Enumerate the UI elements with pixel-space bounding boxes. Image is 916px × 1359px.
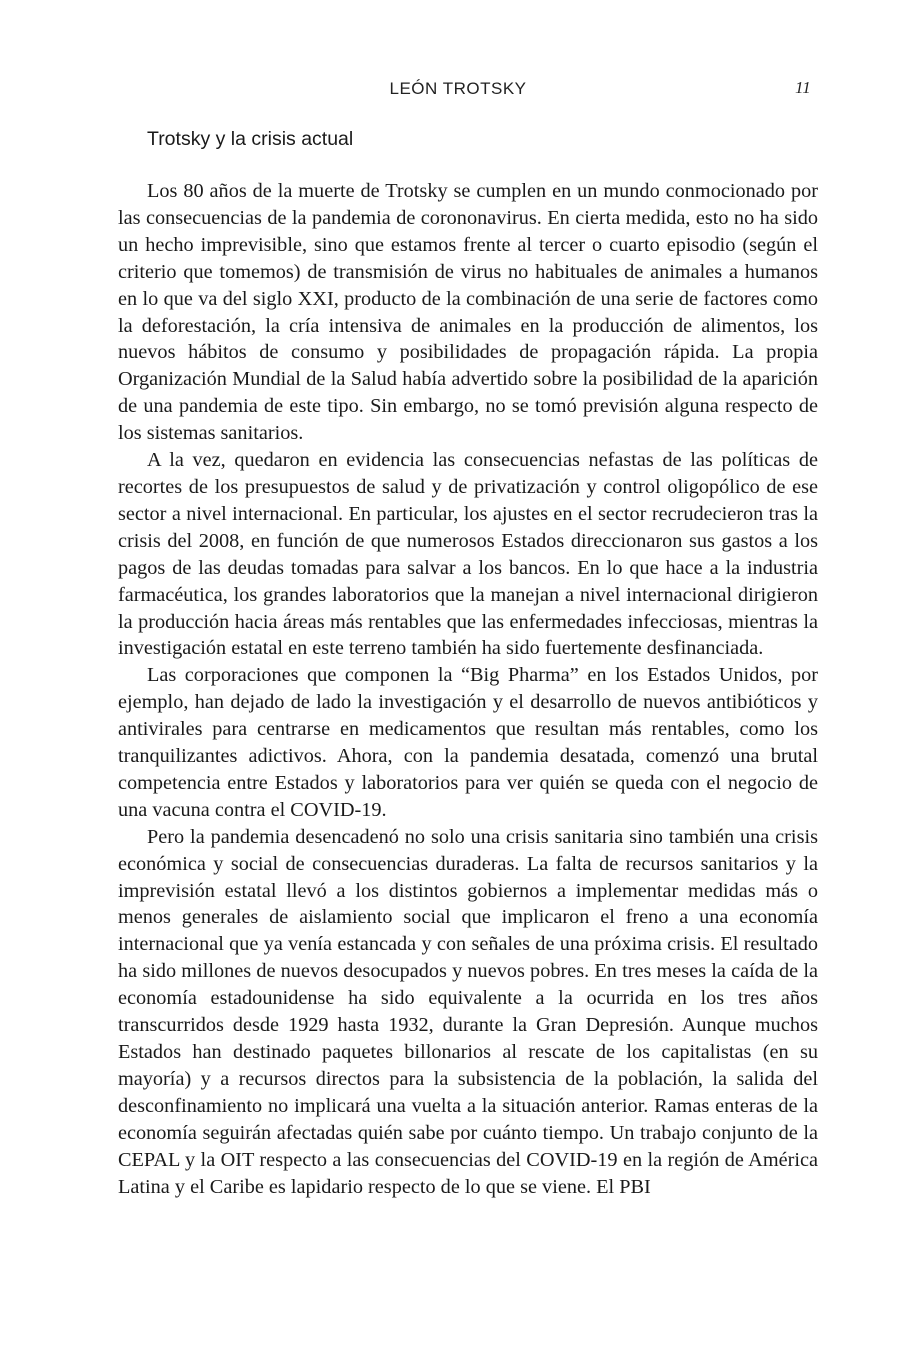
body-text	[118, 178, 818, 1200]
paragraph-3: Las corporaciones que componen la “Big Pharma” en los Estados Unidos, por ejemplo, han dejado de lado la investigación y el desarrollo de nuevos antibióticos y antivirales para centrarse en medicamentos que resultan más rentables, como los tranquilizantes adictivos. Ahora, con la pandemia desatada, comenzó una brutal competencia entre Estados y laboratorios para ver quién se queda con el negocio de una vacuna contra el COVID-19.	[118, 664, 818, 821]
section-title: Trotsky y la crisis actual	[147, 128, 354, 150]
paragraph-1: Los 80 años de la muerte de Trotsky se cumplen en un mundo conmocionado por las consecuencias de la pandemia de corononavirus. En cierta medida, esto no ha sido un hecho imprevisible, sino que estamos frente al tercer o cuarto episodio (según el criterio que tomemos) de transmisión de virus no habituales de animales a humanos en lo que va del siglo XXI, producto de la combinación de una serie de factores como la deforestación, la cría intensiva de animales en la producción de alimentos, los nuevos hábitos de consumo y posibilidades de propagación rápida. La propia Organización Mundial de la Salud había advertido sobre la posibilidad de la aparición de una pandemia de este tipo. Sin embargo, no se tomó previsión alguna respecto de los sistemas sanitarios.	[118, 180, 818, 445]
page-number: 11	[795, 78, 811, 97]
paragraph-4: Pero la pandemia desencadenó no solo una crisis sanitaria sino también una crisis económica y social de consecuencias duraderas. La falta de recursos sanitarios y la imprevisión estatal llevó a los distintos gobiernos a implementar medidas más o menos generales de aislamiento social que implicaron el freno a una economía internacional que ya venía estancada y con señales de una próxima crisis. El resultado ha sido millones de nuevos desocupados y nuevos pobres. En tres meses la caída de la economía estadounidense ha sido equivalente a la ocurrida en los tres años transcurridos desde 1929 hasta 1932, durante la Gran Depresión. Aunque muchos Estados han destinado paquetes billonarios al rescate de los capitalistas (en su mayoría) y a recursos directos para la subsistencia de la población, la salida del desconfinamiento no implicará una vuelta a la situación anterior. Ramas enteras de la economía seguirán afectadas quién sabe por cuánto tiempo. Un trabajo conjunto de la CEPAL y la OIT respecto a las consecuencias del COVID-19 en la región de América Latina y el Caribe es lapidario respecto de lo que se viene. El PBI	[118, 825, 818, 1198]
running-head: LEÓN TROTSKY	[389, 79, 527, 98]
paragraph-2: A la vez, quedaron en evidencia las consecuencias nefastas de las políticas de recortes de los presupuestos de salud y de privatización y control oligopólico de ese sector a nivel internacional. En particular, los ajustes en el sector recrudecieron tras la crisis del 2008, en función de que numerosos Estados direccionaron sus gastos a los pagos de las deudas tomadas para salvar a los bancos. En lo que hace a la industria farmacéutica, los grandes laboratorios que la manejan a nivel internacional dirigieron la producción hacia áreas más rentables que las enfermedades infecciosas, mientras la investigación estatal en este terreno también ha sido fuertemente desfinanciada.	[118, 449, 818, 660]
